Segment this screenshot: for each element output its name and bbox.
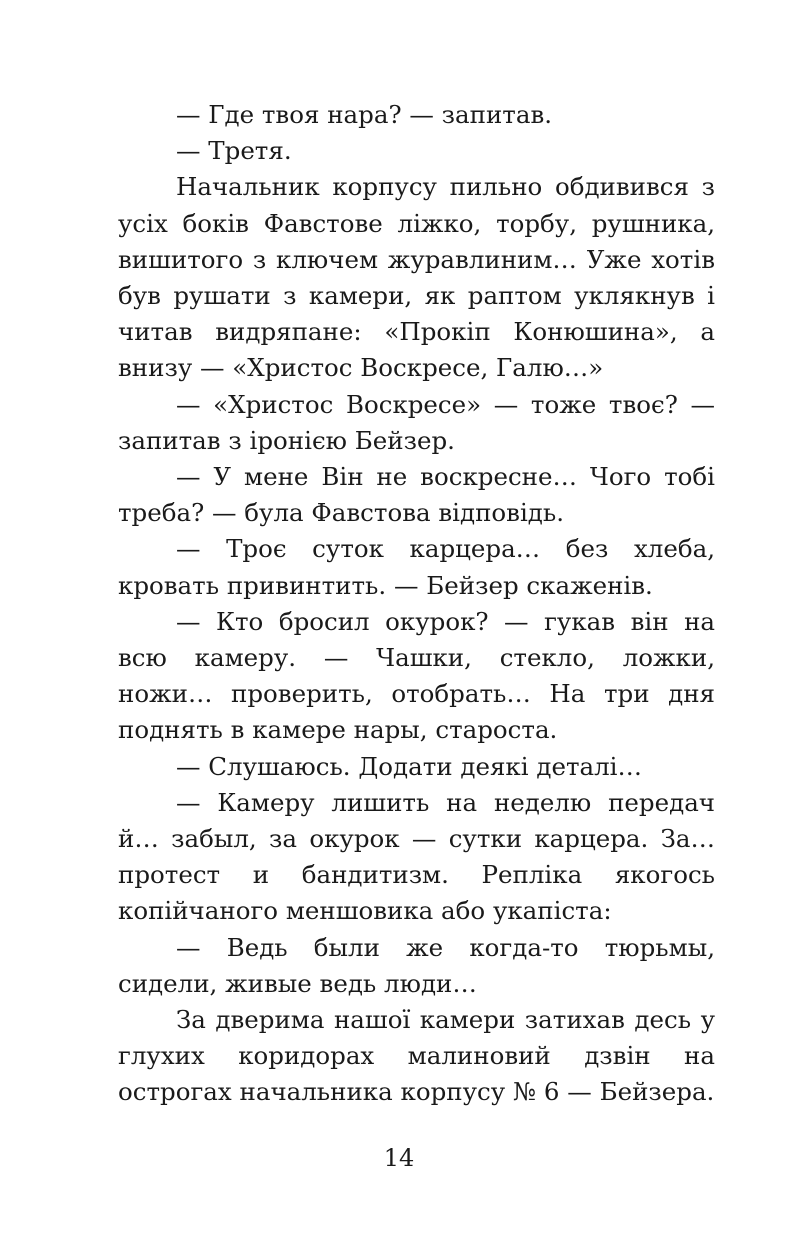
paragraph-1: — Где твоя нара? — запитав. xyxy=(176,100,553,129)
paragraph-8: — Слушаюсь. Додати деякі деталі… xyxy=(176,751,643,781)
paragraph-3: Начальник корпусу пильно обдивився з усіх боків Фавстове ліжко, торбу, рушника, вишитого з ключем журавлиним… Уже хотів був рушати з камери, як раптом уклякнув і читав видряпане: «Прокіп Конюшина», а внизу — «Христос Воскресе, Галю…» xyxy=(118,172,715,383)
paragraph-7: — Кто бросил окурок? — гукав він на всю камеру. — Чашки, стекло, ложки, ножи… проверить, отобрать… На три дня поднять в камере нары, староста. xyxy=(118,606,715,745)
paragraph-9: — Камеру лишить на неделю передач й… забыл, за окурок — сутки карцера. За… протест и бандитизм. Репліка якогось копійчаного меншовика або укапіста: xyxy=(118,787,715,926)
body-text xyxy=(118,97,715,1111)
paragraph-6: — Троє суток карцера… без хлеба, кровать привинтить. — Бейзер скаженів. xyxy=(118,534,715,600)
paragraph-11: За дверима нашої камери затихав десь у глухих коридорах малиновий дзвін на острогах начальника корпусу № 6 — Бейзера. xyxy=(118,1005,715,1107)
paragraph-4: — «Христос Воскресе» — тоже твоє? — запитав з іронією Бейзер. xyxy=(118,389,715,455)
page-number: 14 xyxy=(383,1144,415,1172)
paragraph-5: — У мене Він не воскресне… Чого тобі треба? — була Фавстова відповідь. xyxy=(118,462,715,528)
paragraph-2: — Третя. xyxy=(176,136,292,166)
paragraph-10: — Ведь были же когда-то тюрьмы, сидели, живые ведь люди… xyxy=(118,932,715,998)
